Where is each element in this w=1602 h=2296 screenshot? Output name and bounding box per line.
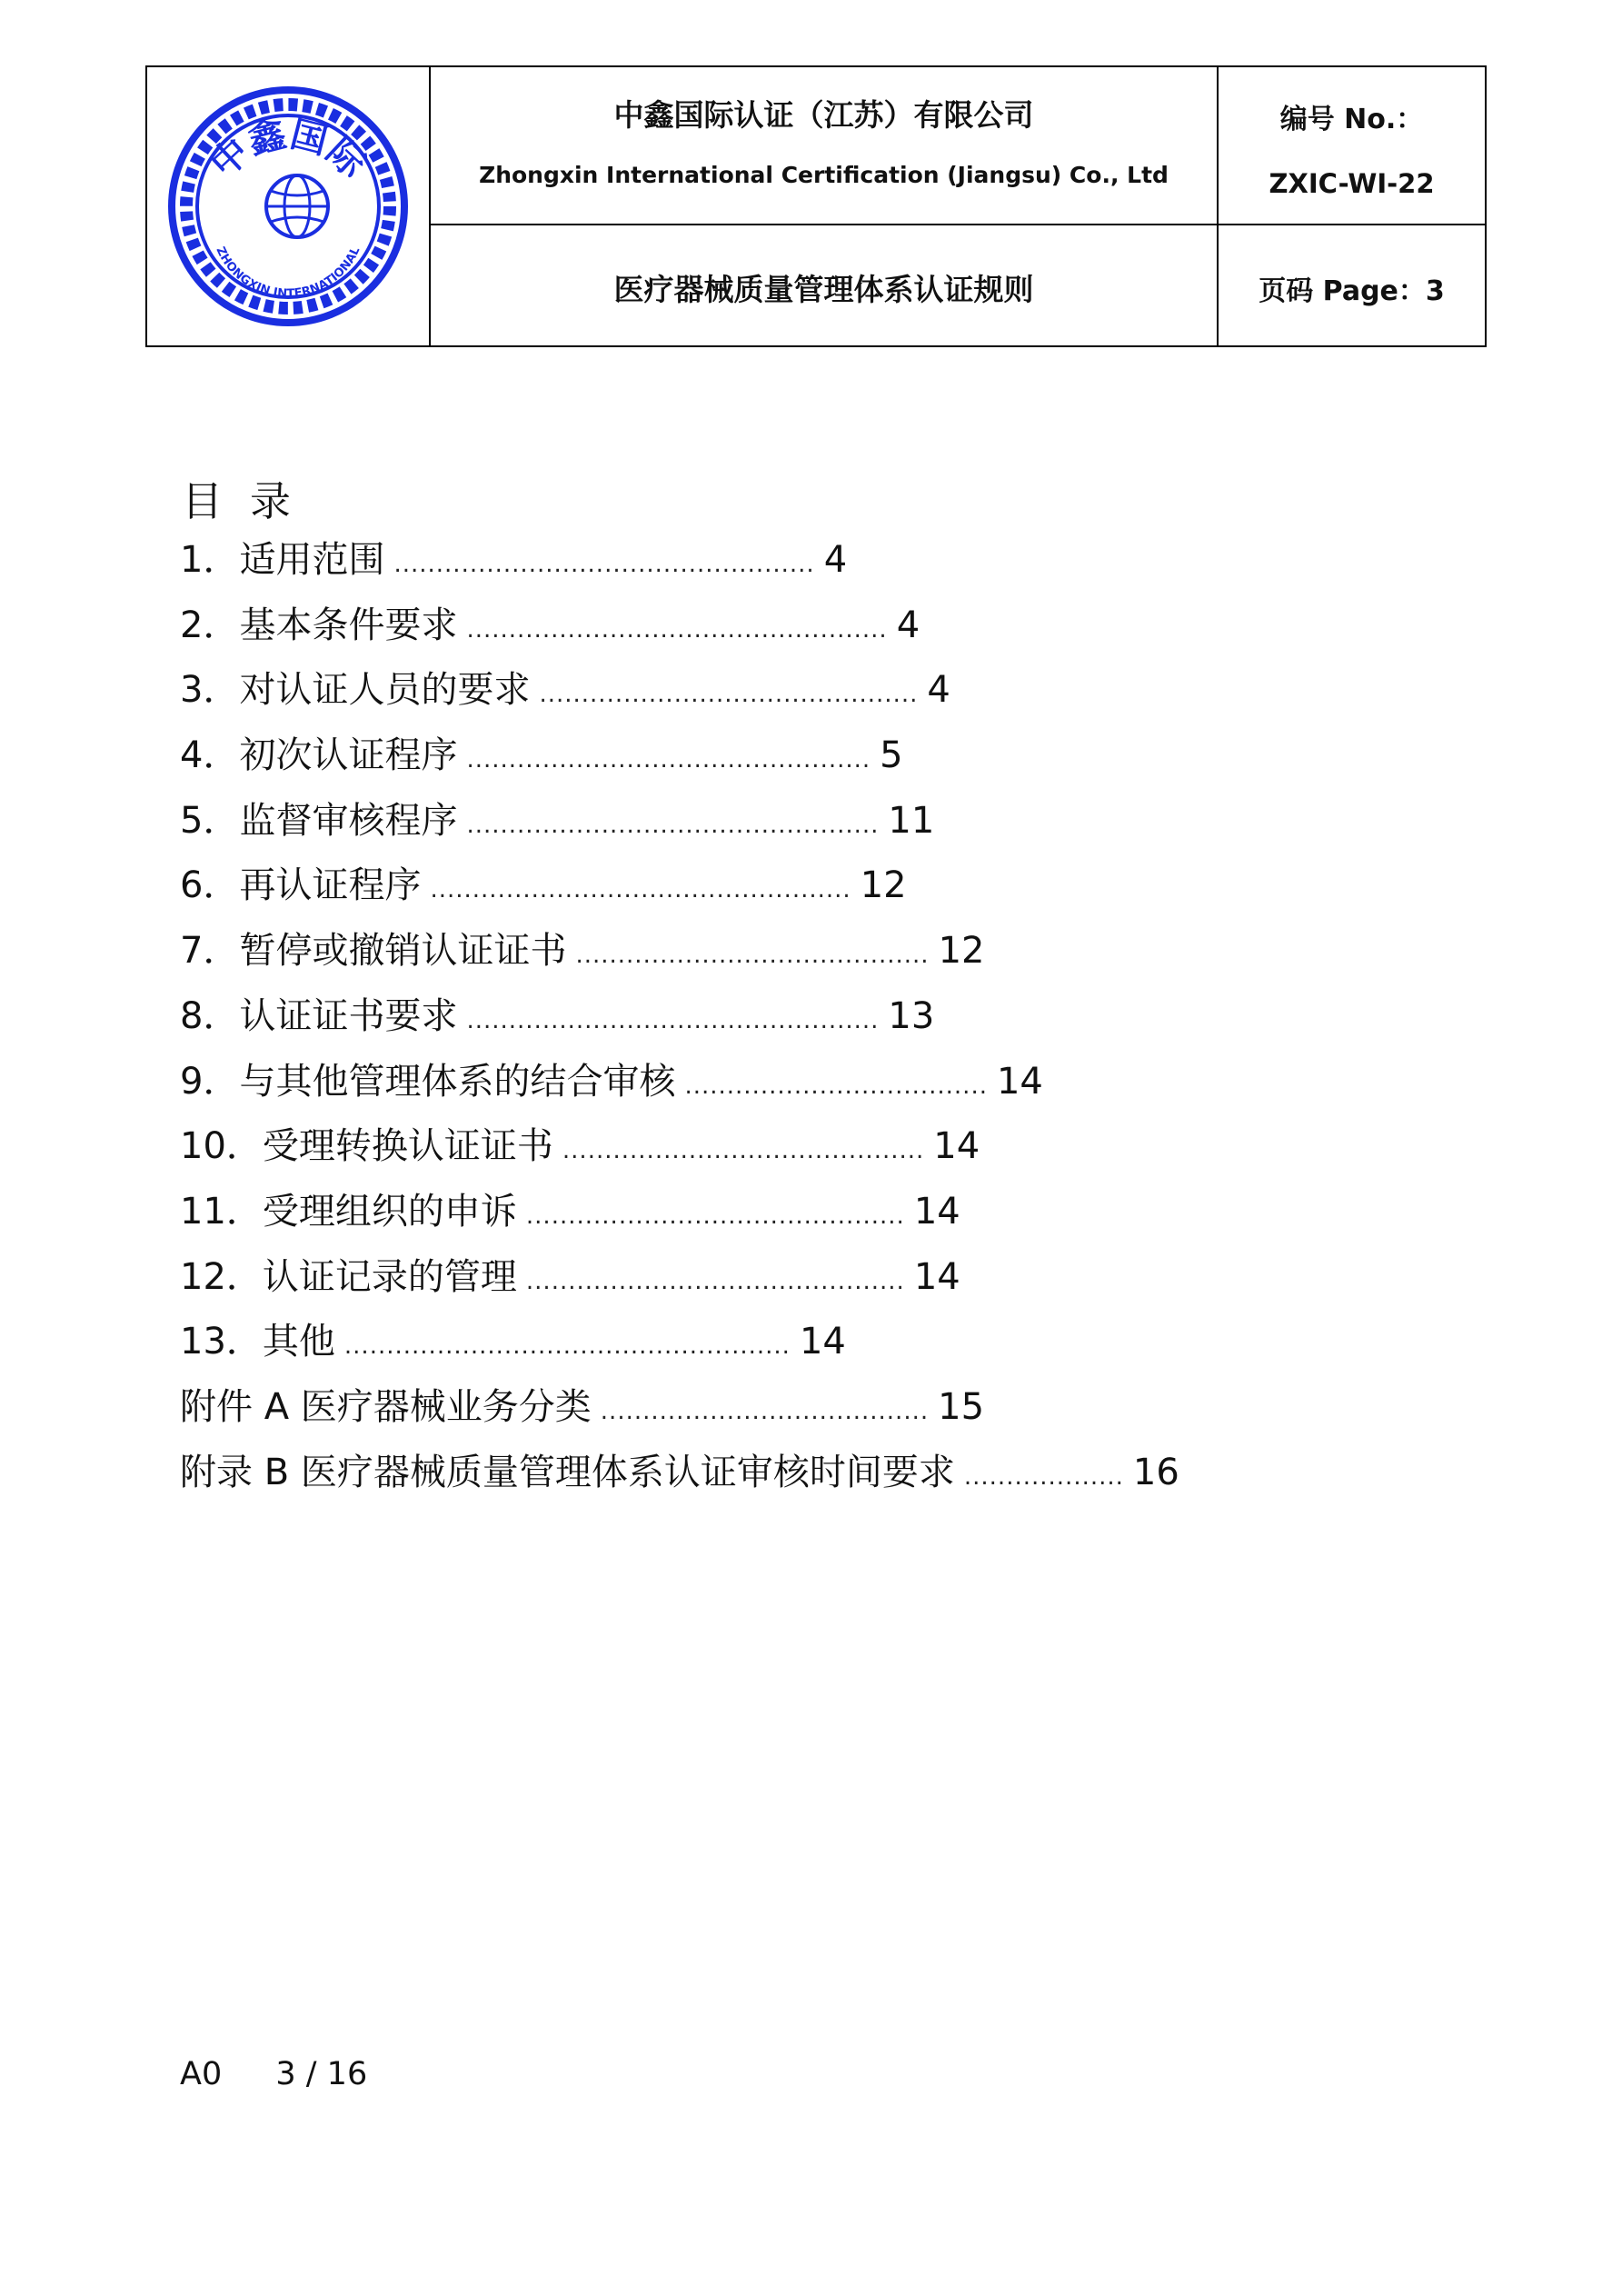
document-number-label: 编号 No.： (1279, 104, 1424, 135)
toc-entry-leader-dots: ....................................... (600, 1397, 930, 1425)
toc-entry-label: 6．再认证程序 (180, 864, 422, 907)
toc-entry-label: 1．适用范围 (180, 539, 385, 581)
toc-entry-page-number: 15 (938, 1385, 985, 1428)
company-name-chinese: 中鑫国际认证（江苏）有限公司 (613, 96, 1034, 133)
toc-entry-page-number: 16 (1132, 1451, 1179, 1493)
toc-entry-label: 8．认证证书要求 (180, 994, 458, 1037)
toc-entry-label: 5．监督审核程序 (180, 799, 458, 842)
toc-entry[interactable] (180, 793, 1179, 858)
toc-entry-page-number: 14 (996, 1060, 1043, 1103)
toc-entry[interactable] (180, 1444, 1179, 1510)
toc-entry[interactable] (180, 1118, 1179, 1183)
toc-entry[interactable] (180, 1379, 1179, 1444)
toc-entry-label: 2．基本条件要求 (180, 604, 458, 646)
toc-entry-leader-dots: .................................................. (466, 615, 888, 644)
toc-entry-label: 4．初次认证程序 (180, 734, 458, 777)
toc-title: 目录 (182, 477, 319, 525)
table-of-contents (180, 532, 1179, 1509)
toc-entry-page-number: 12 (938, 930, 985, 973)
toc-entry-leader-dots: ................... (963, 1462, 1124, 1491)
logo-english-text: ZHONGXIN INTERNATIONAL (213, 245, 363, 302)
page-footer (180, 2056, 367, 2092)
toc-entry-label: 7．暂停或撤销认证证书 (180, 930, 567, 973)
company-name-english: Zhongxin International Certification (Jiangsu) Co., Ltd (479, 161, 1169, 188)
toc-entry-leader-dots: ..................................................... (343, 1333, 791, 1361)
document-title: 医疗器械质量管理体系认证规则 (613, 271, 1034, 307)
toc-entry-page-number: 5 (880, 734, 903, 777)
toc-entry-leader-dots: ............................................. (525, 1267, 905, 1295)
toc-entry-label: 13．其他 (180, 1321, 335, 1363)
toc-entry[interactable] (180, 1053, 1179, 1119)
toc-entry[interactable] (180, 1183, 1179, 1249)
toc-entry-page-number: 4 (823, 539, 848, 581)
toc-entry-leader-dots: .................................... (684, 1072, 988, 1100)
header-divider (429, 224, 1485, 225)
toc-entry-label: 11．受理组织的申诉 (180, 1190, 517, 1233)
document-number-value: ZXIC-WI-22 (1269, 168, 1435, 199)
toc-entry-label: 10．受理转换认证证书 (180, 1125, 553, 1168)
toc-entry-page-number: 12 (860, 864, 907, 907)
toc-entry-leader-dots: ............................................. (525, 1202, 905, 1230)
toc-entry[interactable] (180, 727, 1179, 793)
logo-chinese-text: 中鑫国际 (203, 113, 373, 186)
toc-entry-label: 附件 A 医疗器械业务分类 (180, 1385, 592, 1428)
toc-entry[interactable] (180, 1313, 1179, 1379)
footer-page-count: 3 / 16 (275, 2056, 368, 2092)
toc-entry-leader-dots: .................................................. (393, 551, 815, 578)
document-header-table (145, 65, 1487, 347)
footer-code: A0 (180, 2056, 223, 2092)
toc-entry[interactable] (180, 988, 1179, 1053)
page-number-label: 页码 Page：3 (1259, 275, 1445, 307)
toc-entry-label: 附录 B 医疗器械质量管理体系认证审核时间要求 (180, 1451, 955, 1493)
toc-entry-label: 3．对认证人员的要求 (180, 669, 531, 712)
toc-entry-leader-dots: .................................................. (430, 876, 851, 904)
toc-entry[interactable] (180, 923, 1179, 988)
toc-entry-leader-dots: .......................................... (575, 942, 930, 970)
toc-entry-leader-dots: ............................................. (539, 681, 919, 709)
toc-entry-page-number: 4 (927, 669, 950, 712)
toc-entry[interactable] (180, 597, 1179, 663)
toc-entry-leader-dots: ................................................ (466, 746, 871, 774)
toc-entry[interactable] (180, 532, 1179, 597)
toc-entry-page-number: 13 (888, 994, 935, 1037)
toc-entry[interactable] (180, 662, 1179, 727)
toc-entry-leader-dots: ................................................. (466, 811, 880, 839)
toc-entry-page-number: 14 (933, 1125, 980, 1168)
toc-entry-page-number: 14 (799, 1321, 846, 1363)
toc-entry-leader-dots: ................................................. (466, 1006, 880, 1034)
toc-entry-page-number: 14 (913, 1190, 960, 1233)
toc-entry-page-number: 14 (913, 1255, 960, 1298)
toc-entry-page-number: 4 (896, 604, 920, 646)
zhongxin-international-seal-logo-icon (165, 84, 411, 329)
toc-entry-label: 12．认证记录的管理 (180, 1255, 517, 1298)
toc-entry-page-number: 11 (888, 799, 935, 842)
toc-entry[interactable] (180, 857, 1179, 923)
company-logo (147, 67, 429, 345)
toc-entry-label: 9．与其他管理体系的结合审核 (180, 1060, 676, 1103)
toc-entry-leader-dots: ........................................... (562, 1137, 925, 1165)
toc-entry[interactable] (180, 1249, 1179, 1314)
